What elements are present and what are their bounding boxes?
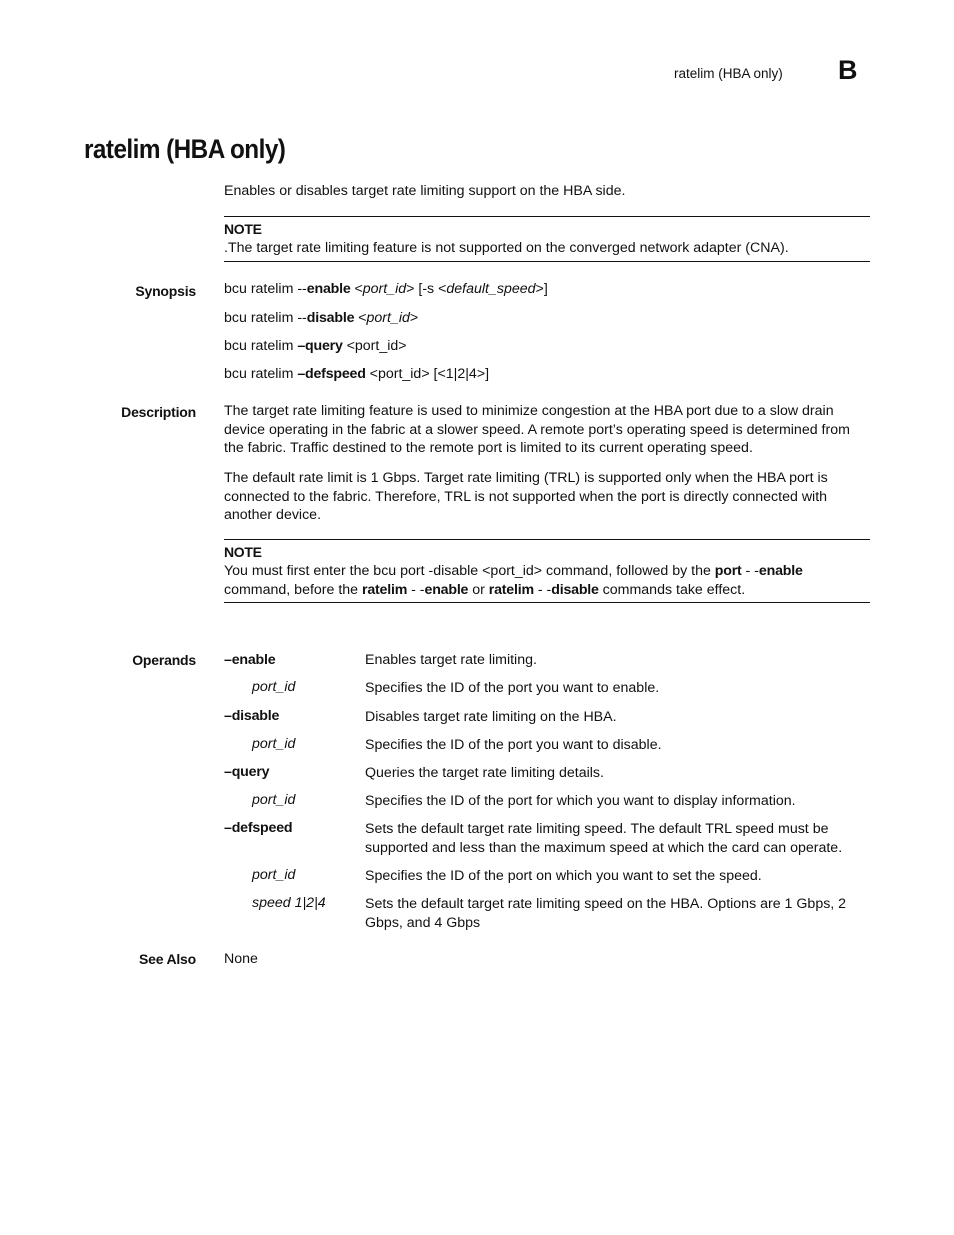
synopsis-cmd: –defspeed — [297, 366, 366, 382]
synopsis-dash: -- — [297, 281, 307, 297]
synopsis-arg: port_id — [366, 310, 410, 326]
note-text-run: command, before the — [224, 581, 363, 598]
note-text — [224, 562, 870, 599]
operand-query-port-id-desc: Specifies the ID of the port for which you want to display information. — [365, 793, 796, 809]
description-label: Description — [121, 404, 196, 420]
operand-defspeed-port-id-desc: Specifies the ID of the port on which you want to set the speed. — [365, 868, 762, 884]
note-bold-run: enable — [758, 563, 803, 579]
see-also-value: None — [224, 951, 258, 967]
synopsis-text: >] — [535, 281, 548, 297]
description-para-2: The default rate limit is 1 Gbps. Target rate limiting (TRL) is supported only when the HBA port is connected to the fabric. Therefore, TRL is not supported when the port is directly connected with another device. — [224, 470, 828, 523]
operand-query-port-id: port_id — [252, 792, 296, 808]
synopsis-prefix: bcu ratelim — [224, 366, 298, 382]
synopsis-line-defspeed — [224, 366, 489, 382]
operand-defspeed: –defspeed — [224, 820, 293, 836]
operands-label: Operands — [132, 652, 196, 668]
note-label: NOTE — [224, 544, 262, 560]
synopsis-cmd: –query — [297, 338, 343, 354]
running-header-title: ratelim (HBA only) — [674, 66, 783, 81]
note-bold-run: port — [714, 563, 742, 579]
note-bold-run: enable — [424, 581, 469, 598]
synopsis-cmd: disable — [306, 310, 355, 326]
operand-disable-port-id: port_id — [252, 736, 296, 752]
operand-disable-desc: Disables target rate limiting on the HBA. — [365, 709, 617, 725]
operand-query-desc: Queries the target rate limiting details. — [365, 765, 604, 781]
synopsis-cmd: enable — [306, 281, 351, 297]
note-text: .The target rate limiting feature is not supported on the converged network adapter (CNA). — [224, 240, 789, 256]
synopsis-text: > [-s < — [406, 281, 447, 297]
synopsis-prefix: bcu ratelim — [224, 281, 298, 297]
synopsis-prefix: bcu ratelim — [224, 338, 298, 354]
page-title: ratelim (HBA only) — [84, 134, 286, 164]
synopsis-dash: -- — [297, 310, 307, 326]
note-text-run: - - — [407, 581, 425, 598]
operand-speed: speed 1|2|4 — [252, 895, 326, 911]
description-para-1: The target rate limiting feature is used to minimize congestion at the HBA port due to a slow drain device operating in the fabric at a slower speed. A remote port’s operating speed is determined from the fabric. Traffic destined to the remote port is limited to its current operating speed. — [224, 403, 850, 456]
operand-enable-port-id-desc: Specifies the ID of the port you want to enable. — [365, 680, 660, 696]
note-bold-run: ratelim — [362, 581, 408, 598]
note-bold-run: disable — [551, 581, 599, 598]
synopsis-text: < — [350, 281, 363, 297]
operand-query: –query — [224, 764, 270, 780]
synopsis-text: < — [354, 310, 367, 326]
operand-defspeed-desc: Sets the default target rate limiting speed. The default TRL speed must be supported and less than the maximum speed at which the card can operate. — [365, 821, 843, 856]
synopsis-line-disable — [224, 310, 418, 326]
note-text-run: or — [468, 581, 489, 598]
note-box-port-disable — [224, 539, 870, 603]
note-text-run: You must first enter the bcu port -disable <port_id> command, followed by the — [224, 563, 715, 579]
note-text-run: - - — [533, 581, 552, 598]
appendix-letter: B — [838, 55, 858, 85]
operand-defspeed-port-id: port_id — [252, 867, 296, 883]
operand-enable-desc: Enables target rate limiting. — [365, 652, 537, 668]
operand-disable: –disable — [224, 708, 280, 724]
operand-enable: –enable — [224, 652, 276, 668]
operand-enable-port-id: port_id — [252, 679, 296, 695]
synopsis-text: <port_id> — [342, 338, 407, 354]
synopsis-line-query — [224, 338, 407, 354]
operand-speed-desc: Sets the default target rate limiting speed on the HBA. Options are 1 Gbps, 2 Gbps, and 4 Gbps — [365, 896, 847, 931]
note-bold-run: ratelim — [488, 581, 534, 598]
synopsis-text: > — [409, 310, 419, 326]
see-also-label: See Also — [138, 951, 196, 967]
operand-disable-port-id-desc: Specifies the ID of the port you want to disable. — [365, 737, 662, 753]
synopsis-text: <port_id> [<1|2|4>] — [365, 366, 490, 382]
synopsis-arg: port_id — [362, 281, 407, 297]
note-label: NOTE — [224, 221, 262, 237]
synopsis-prefix: bcu ratelim — [224, 310, 298, 326]
note-text-run: commands take effect. — [598, 581, 746, 598]
synopsis-line-enable — [224, 281, 548, 297]
synopsis-label: Synopsis — [135, 283, 196, 299]
note-text-run: - - — [741, 563, 759, 579]
synopsis-arg: default_speed — [446, 281, 536, 297]
note-box-cna — [224, 216, 870, 262]
intro-text: Enables or disables target rate limiting support on the HBA side. — [224, 183, 626, 199]
